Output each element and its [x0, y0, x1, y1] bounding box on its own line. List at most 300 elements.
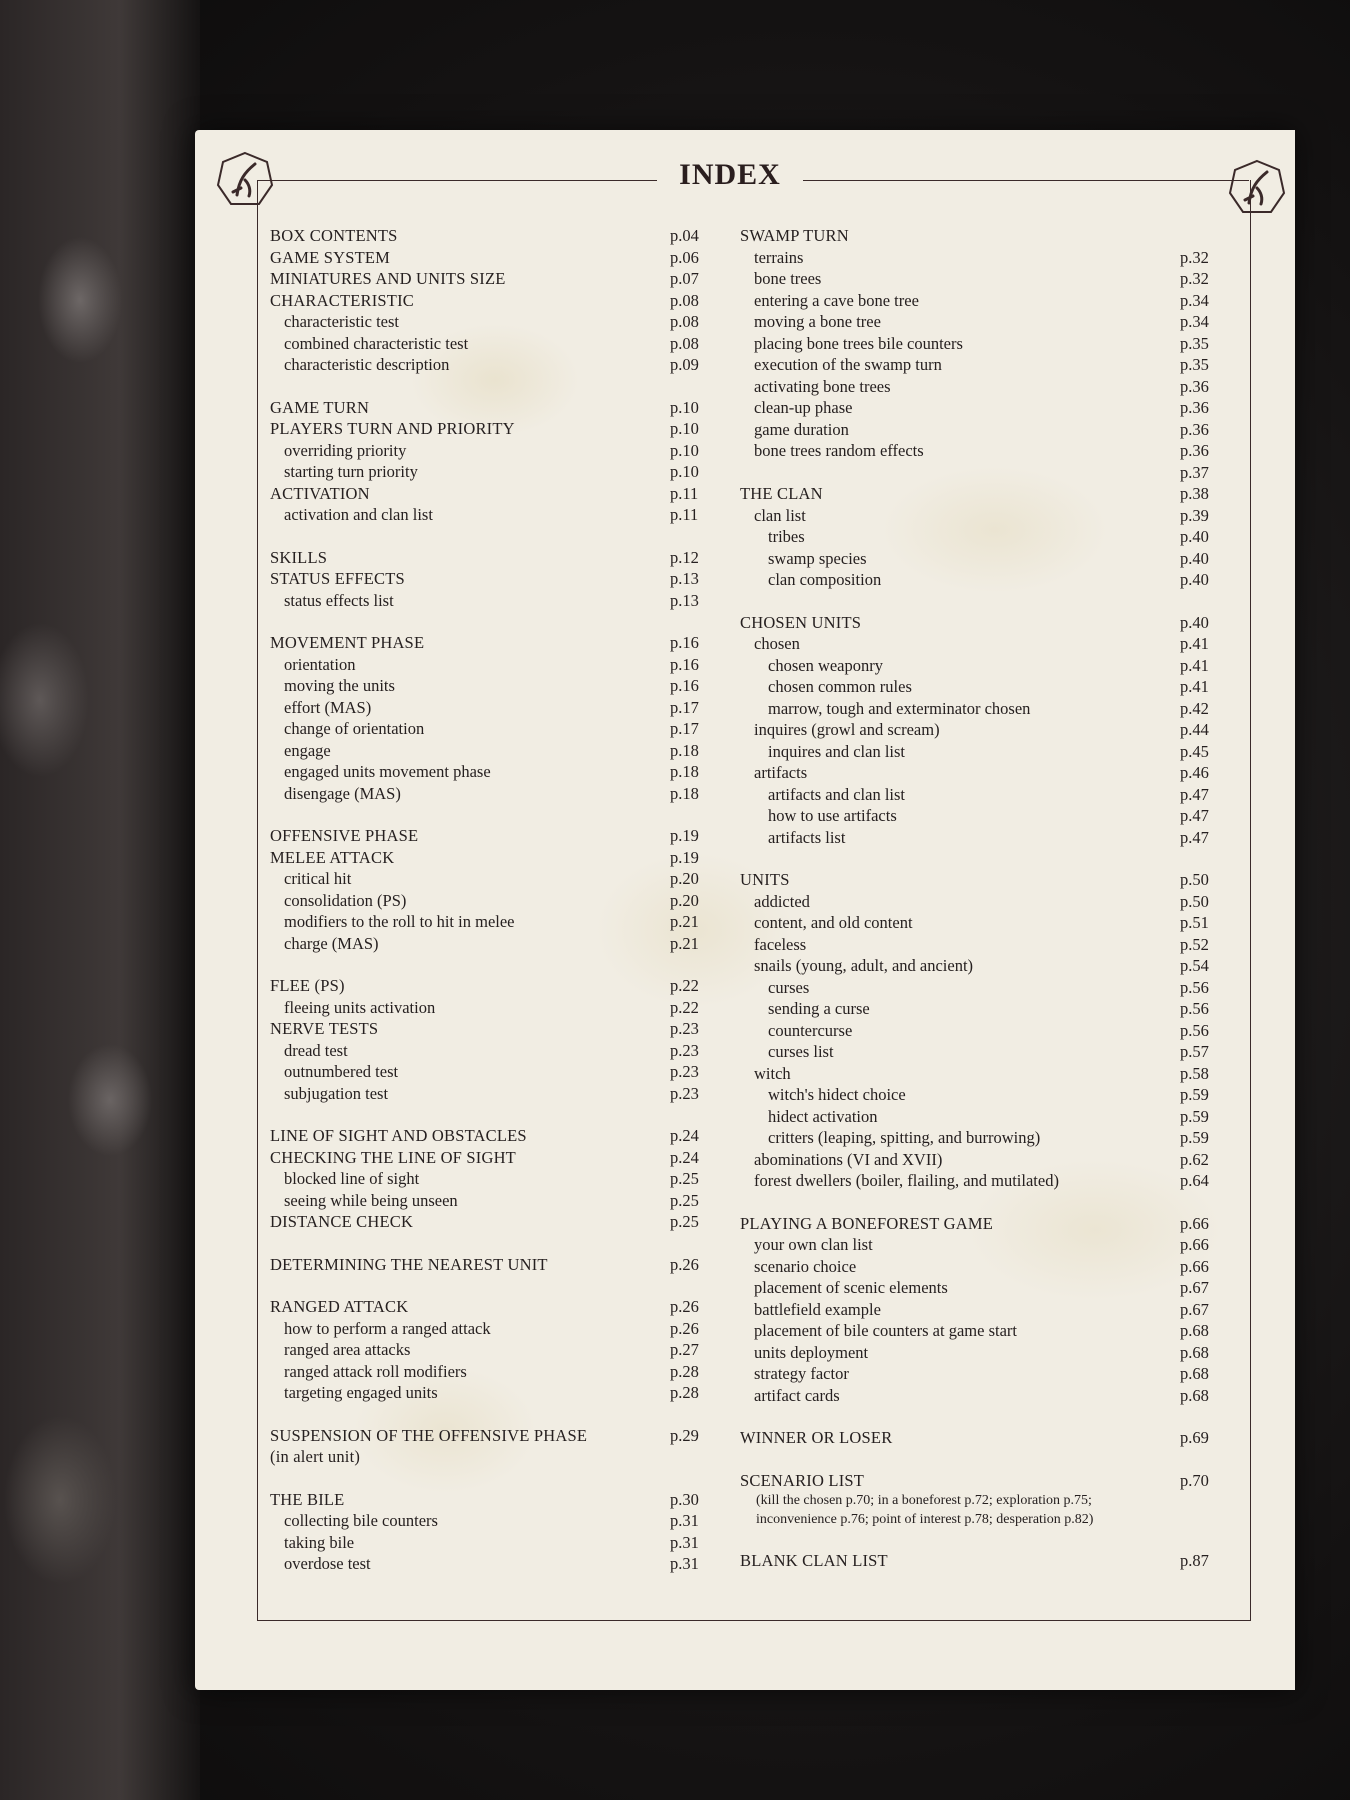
section-gap	[270, 1275, 710, 1296]
entry-subitem: strategy factor	[754, 1364, 849, 1383]
index-entry	[740, 676, 1220, 698]
entry-subitem: how to use artifacts	[768, 806, 897, 825]
page-number: p.35	[1180, 333, 1209, 353]
index-entry	[740, 440, 1220, 462]
index-page	[195, 130, 1295, 1690]
entry-heading: DISTANCE CHECK	[270, 1212, 414, 1231]
entry-subitem: chosen	[754, 634, 800, 653]
page-number: p.21	[670, 933, 699, 953]
entry-subitem: inquires and clan list	[768, 741, 906, 761]
page-number: p.26	[670, 1297, 699, 1316]
page-number: p.59	[1180, 1085, 1209, 1104]
index-entry	[270, 268, 710, 290]
section-gap	[270, 376, 710, 397]
page-number: p.45	[1180, 741, 1209, 761]
entry-subitem: chosen weaponry	[768, 655, 884, 675]
entry-heading: GAME TURN	[270, 397, 370, 417]
page-number: p.19	[670, 847, 699, 867]
index-entry	[740, 719, 1220, 741]
entry-subitem: addicted	[754, 891, 810, 911]
index-entry	[740, 1363, 1220, 1385]
entry-subitem: blocked line of sight	[284, 1169, 420, 1188]
index-entry	[740, 955, 1220, 977]
index-entry	[740, 1106, 1220, 1128]
index-entry	[270, 847, 710, 869]
entry-heading: OFFENSIVE PHASE	[270, 826, 419, 845]
entry-subitem: artifacts	[754, 763, 808, 782]
entry-subitem: your own clan list	[754, 1235, 873, 1254]
entry-subitem: placing bone trees bile counters	[754, 333, 963, 353]
page-number: p.34	[1180, 290, 1209, 310]
page-number: p.36	[1180, 441, 1209, 460]
page-number: p.39	[1180, 505, 1209, 525]
section-gap	[740, 1192, 1220, 1213]
index-entry	[270, 718, 710, 740]
page-number: p.32	[1180, 269, 1209, 288]
page-number: p.25	[670, 1190, 699, 1210]
index-entry	[740, 1213, 1220, 1235]
page-number: p.23	[670, 1019, 699, 1038]
entry-subitem: snails (young, adult, and ancient)	[754, 956, 974, 975]
index-entry	[270, 354, 710, 376]
index-entry	[740, 1127, 1220, 1149]
page-number: p.41	[1180, 677, 1209, 696]
page-number: p.40	[1180, 612, 1209, 632]
index-entry	[740, 1342, 1220, 1364]
page-number: p.11	[670, 505, 699, 524]
page-number: p.28	[670, 1383, 699, 1402]
entry-subitem: placement of bile counters at game start	[754, 1321, 1017, 1340]
entry-heading: DETERMINING THE NEAREST UNIT	[270, 1254, 548, 1274]
page-number: p.31	[670, 1554, 699, 1573]
page-number: p.08	[670, 312, 699, 331]
index-entry	[740, 1170, 1220, 1192]
page-number: p.51	[1180, 913, 1209, 932]
entry-subitem: engage	[284, 740, 331, 760]
section-gap	[740, 848, 1220, 869]
page-number: p.69	[1180, 1428, 1209, 1447]
index-entry	[270, 933, 710, 955]
entry-heading: (in alert unit)	[270, 1447, 361, 1466]
entry-heading: WINNER OR LOSER	[740, 1428, 893, 1447]
page-number: p.16	[670, 676, 699, 695]
index-entry	[270, 632, 710, 654]
index-entry	[740, 869, 1220, 891]
index-entry	[270, 483, 710, 505]
entry-subitem: inquires (growl and scream)	[754, 720, 940, 739]
page-number: p.34	[1180, 312, 1209, 331]
section-gap	[270, 1104, 710, 1125]
page-number: p.56	[1180, 999, 1209, 1018]
page-number: p.59	[1180, 1128, 1209, 1147]
page-number: p.10	[670, 397, 699, 417]
index-entry	[270, 740, 710, 762]
index-entry	[270, 225, 710, 247]
index-entry	[270, 911, 710, 933]
page-number: p.67	[1180, 1278, 1209, 1297]
page-number: p.13	[670, 590, 699, 610]
entry-subitem: outnumbered test	[284, 1062, 399, 1081]
page-number: p.58	[1180, 1063, 1209, 1083]
entry-subitem: consolidation (PS)	[284, 890, 407, 910]
page-number: p.31	[670, 1532, 699, 1552]
entry-subitem: moving the units	[284, 676, 395, 695]
scenario-sublist: (kill the chosen p.70; in a boneforest p.72; exploration p.75;	[756, 1493, 1092, 1508]
page-number: p.21	[670, 912, 699, 931]
page-number: p.54	[1180, 956, 1209, 975]
entry-subitem: placement of scenic elements	[754, 1278, 948, 1297]
index-entry	[740, 805, 1220, 827]
index-entry	[270, 1168, 710, 1190]
index-entry	[270, 1553, 710, 1575]
index-entry	[740, 1063, 1220, 1085]
index-entry	[740, 784, 1220, 806]
page-number: p.13	[670, 569, 699, 588]
entry-subitem: characteristic description	[284, 355, 450, 374]
entry-heading: STATUS EFFECTS	[270, 569, 405, 588]
entry-heading: SUSPENSION OF THE OFFENSIVE PHASE	[270, 1425, 588, 1445]
index-entry	[740, 1149, 1220, 1171]
entry-subitem: ranged area attacks	[284, 1340, 411, 1359]
index-entry	[740, 1320, 1220, 1342]
entry-subitem: swamp species	[768, 548, 867, 568]
entry-subitem: disengage (MAS)	[284, 783, 401, 803]
entry-subitem: clan composition	[768, 570, 882, 589]
page-number: p.10	[670, 462, 699, 481]
index-entry	[740, 612, 1220, 634]
entry-subitem: seeing while being unseen	[284, 1190, 458, 1210]
page-number: p.44	[1180, 720, 1209, 739]
page-number: p.56	[1180, 977, 1209, 997]
entry-subitem: units deployment	[754, 1342, 869, 1362]
entry-subitem: scenario choice	[754, 1256, 857, 1276]
entry-subitem: witch	[754, 1063, 791, 1083]
index-entry	[270, 868, 710, 890]
entry-subitem: how to perform a ranged attack	[284, 1318, 491, 1338]
index-column-right	[740, 225, 1220, 1572]
index-entry	[740, 977, 1220, 999]
page-number: p.87	[1180, 1551, 1209, 1570]
entry-heading: ACTIVATION	[270, 483, 370, 503]
index-entry	[740, 225, 1220, 247]
page-number: p.31	[670, 1511, 699, 1530]
index-entry	[270, 1147, 710, 1169]
index-entry	[270, 333, 710, 355]
index-entry	[270, 1339, 710, 1361]
index-entry	[740, 354, 1220, 376]
page-number: p.25	[670, 1169, 699, 1188]
page-number: p.22	[670, 976, 699, 995]
entry-heading: CHOSEN UNITS	[740, 612, 862, 632]
index-entry	[270, 311, 710, 333]
page-number: p.16	[670, 654, 699, 674]
page-number: p.06	[670, 247, 699, 267]
page-number: p.40	[1180, 570, 1209, 589]
scenario-sublist: inconvenience p.76; point of interest p.78; desperation p.82)	[756, 1512, 1094, 1527]
index-entry	[270, 1190, 710, 1212]
index-entry	[270, 1125, 710, 1147]
index-entry	[270, 461, 710, 483]
entry-subitem: activating bone trees	[754, 376, 891, 396]
index-entry	[740, 376, 1220, 398]
page-number: p.26	[670, 1254, 699, 1274]
section-gap	[740, 591, 1220, 612]
section-gap	[740, 1406, 1220, 1427]
page-number: p.10	[670, 440, 699, 460]
page-number: p.17	[670, 697, 699, 717]
entry-subitem: combined characteristic test	[284, 333, 469, 353]
entry-subitem: faceless	[754, 934, 807, 954]
index-entry	[270, 1446, 710, 1468]
entry-subitem: content, and old content	[754, 913, 913, 932]
page-number: p.11	[670, 483, 699, 503]
page-number: p.41	[1180, 634, 1209, 653]
index-entry	[270, 890, 710, 912]
index-entry	[740, 419, 1220, 441]
index-entry	[270, 1510, 710, 1532]
entry-subitem: effort (MAS)	[284, 697, 372, 717]
page-number: p.16	[670, 633, 699, 652]
entry-subitem: activation and clan list	[284, 505, 433, 524]
page-number: p.37	[1180, 462, 1209, 482]
index-entry	[740, 1427, 1220, 1449]
page-number: p.12	[670, 547, 699, 567]
index-entry	[270, 1211, 710, 1233]
page-number: p.68	[1180, 1364, 1209, 1383]
page-number: p.25	[670, 1212, 699, 1231]
entry-subitem: change of orientation	[284, 719, 425, 738]
index-entry	[270, 783, 710, 805]
page-number: p.64	[1180, 1171, 1209, 1190]
index-entry	[270, 697, 710, 719]
index-entry	[270, 1489, 710, 1511]
index-entry	[740, 483, 1220, 505]
entry-subitem: orientation	[284, 654, 356, 674]
entry-subitem: fleeing units activation	[284, 997, 436, 1017]
entry-subitem: terrains	[754, 247, 804, 267]
page-number: p.40	[1180, 548, 1209, 568]
index-entry	[270, 290, 710, 312]
index-entry	[740, 462, 1220, 484]
index-entry	[270, 975, 710, 997]
page-number: p.20	[670, 869, 699, 888]
entry-subitem: modifiers to the roll to hit in melee	[284, 912, 515, 931]
page-number: p.42	[1180, 698, 1209, 718]
index-entry	[270, 1040, 710, 1062]
page-number: p.24	[670, 1147, 699, 1167]
entry-subitem: forest dwellers (boiler, flailing, and mutilated)	[754, 1171, 1059, 1190]
index-entry	[740, 1277, 1220, 1299]
page-number: p.23	[670, 1062, 699, 1081]
entry-subitem: chosen common rules	[768, 677, 912, 696]
section-gap	[270, 804, 710, 825]
page-number: p.50	[1180, 891, 1209, 911]
index-entry	[270, 1061, 710, 1083]
entry-subitem: witch's hidect choice	[768, 1085, 906, 1104]
page-number: p.18	[670, 783, 699, 803]
page-number: p.68	[1180, 1321, 1209, 1340]
index-entry	[740, 1550, 1220, 1572]
entry-subitem: countercurse	[768, 1020, 853, 1040]
entry-subitem: tribes	[768, 527, 805, 546]
index-entry	[740, 526, 1220, 548]
index-entry	[740, 548, 1220, 570]
entry-heading: GAME SYSTEM	[270, 247, 391, 267]
index-entry	[270, 247, 710, 269]
page-number: p.70	[1180, 1470, 1209, 1490]
page-number: p.08	[670, 333, 699, 353]
page-number: p.28	[670, 1361, 699, 1381]
page-number: p.36	[1180, 376, 1209, 396]
entry-heading: THE BILE	[270, 1489, 345, 1509]
page-number: p.18	[670, 762, 699, 781]
page-title: INDEX	[679, 158, 781, 191]
index-entry	[740, 827, 1220, 849]
section-gap	[740, 1529, 1220, 1550]
index-entry	[740, 1041, 1220, 1063]
entry-subitem: clan list	[754, 505, 806, 525]
entry-subitem: dread test	[284, 1040, 348, 1060]
index-entry	[270, 675, 710, 697]
entry-subitem: abominations (VI and XVII)	[754, 1149, 943, 1169]
entry-subitem: execution of the swamp turn	[754, 355, 942, 374]
index-entry	[740, 1470, 1220, 1492]
index-entry	[270, 418, 710, 440]
section-gap	[270, 1404, 710, 1425]
page-number: p.47	[1180, 784, 1209, 804]
entry-heading: LINE OF SIGHT AND OBSTACLES	[270, 1126, 527, 1145]
index-entry	[740, 268, 1220, 290]
index-entry	[270, 761, 710, 783]
entry-heading: THE CLAN	[740, 484, 823, 503]
index-entry	[740, 1234, 1220, 1256]
entry-subitem: bone trees	[754, 269, 822, 288]
page-number: p.22	[670, 997, 699, 1017]
index-entry	[740, 397, 1220, 419]
entry-heading: PLAYERS TURN AND PRIORITY	[270, 419, 515, 438]
page-number: p.20	[670, 890, 699, 910]
page-number: p.27	[670, 1340, 699, 1359]
entry-subitem: characteristic test	[284, 312, 399, 331]
index-entry	[270, 825, 710, 847]
entry-heading: MINIATURES AND UNITS SIZE	[270, 269, 506, 288]
page-number: p.08	[670, 290, 699, 310]
entry-heading: MELEE ATTACK	[270, 847, 395, 867]
page-number: p.26	[670, 1318, 699, 1338]
index-entry	[740, 998, 1220, 1020]
entry-heading: CHECKING THE LINE OF SIGHT	[270, 1147, 516, 1167]
entry-subitem: artifacts list	[768, 827, 846, 847]
entry-subitem: critical hit	[284, 869, 352, 888]
page-number: p.30	[670, 1489, 699, 1509]
page-number: p.04	[670, 226, 699, 245]
entry-heading: BLANK CLAN LIST	[740, 1551, 888, 1570]
entry-subitem: starting turn priority	[284, 462, 418, 481]
page-number: p.18	[670, 740, 699, 760]
entry-heading: SKILLS	[270, 547, 328, 567]
page-number: p.36	[1180, 419, 1209, 439]
section-gap	[270, 954, 710, 975]
entry-subitem: battlefield example	[754, 1299, 881, 1319]
page-number: p.29	[670, 1425, 699, 1445]
page-number: p.56	[1180, 1020, 1209, 1040]
page-number: p.68	[1180, 1342, 1209, 1362]
entry-subitem: overriding priority	[284, 440, 407, 460]
index-entry	[270, 590, 710, 612]
page-number: p.59	[1180, 1106, 1209, 1126]
index-entry	[740, 741, 1220, 763]
entry-heading: PLAYING A BONEFOREST GAME	[740, 1213, 993, 1233]
entry-subitem: collecting bile counters	[284, 1511, 438, 1530]
entry-heading: MOVEMENT PHASE	[270, 633, 425, 652]
index-entry	[740, 633, 1220, 655]
section-gap	[270, 611, 710, 632]
entry-subitem: engaged units movement phase	[284, 762, 491, 781]
entry-subitem: curses	[768, 977, 810, 997]
index-entry	[270, 568, 710, 590]
page-number: p.62	[1180, 1149, 1209, 1169]
index-entry	[270, 440, 710, 462]
page-number: p.41	[1180, 655, 1209, 675]
page-number: p.17	[670, 719, 699, 738]
page-number: p.67	[1180, 1299, 1209, 1319]
page-number: p.47	[1180, 806, 1209, 825]
page-number: p.66	[1180, 1256, 1209, 1276]
entry-heading: CHARACTERISTIC	[270, 290, 414, 310]
page-number: p.68	[1180, 1385, 1209, 1405]
entry-subitem: status effects list	[284, 590, 394, 610]
index-entry	[270, 397, 710, 419]
page-number: p.24	[670, 1126, 699, 1145]
section-gap	[270, 1468, 710, 1489]
entry-subitem: ranged attack roll modifiers	[284, 1361, 467, 1381]
entry-heading: NERVE TESTS	[270, 1019, 379, 1038]
index-entry	[740, 1020, 1220, 1042]
index-entry	[740, 333, 1220, 355]
entry-subitem: taking bile	[284, 1532, 355, 1552]
page-number: p.38	[1180, 484, 1209, 503]
page-number: p.07	[670, 269, 699, 288]
section-gap	[270, 526, 710, 547]
index-entry	[270, 997, 710, 1019]
entry-subitem: game duration	[754, 419, 849, 439]
index-entry	[270, 654, 710, 676]
entry-heading: RANGED ATTACK	[270, 1297, 409, 1316]
entry-subitem: moving a bone tree	[754, 312, 881, 331]
page-number: p.35	[1180, 355, 1209, 374]
entry-heading: SCENARIO LIST	[740, 1470, 865, 1490]
entry-subitem: sending a curse	[768, 999, 870, 1018]
entry-subitem: targeting engaged units	[284, 1383, 438, 1402]
entry-heading: UNITS	[740, 870, 790, 889]
index-entry	[740, 1256, 1220, 1278]
index-entry	[740, 762, 1220, 784]
entry-subitem: critters (leaping, spitting, and burrowing)	[768, 1128, 1041, 1147]
entry-subitem: marrow, tough and exterminator chosen	[768, 698, 1031, 718]
index-entry	[740, 311, 1220, 333]
entry-subitem: entering a cave bone tree	[754, 290, 919, 310]
entry-heading: BOX CONTENTS	[270, 226, 398, 245]
page-number: p.66	[1180, 1235, 1209, 1254]
index-entry	[270, 1532, 710, 1554]
entry-subitem: clean-up phase	[754, 398, 853, 417]
entry-subitem: overdose test	[284, 1554, 371, 1573]
index-entry	[270, 504, 710, 526]
page-number: p.32	[1180, 247, 1209, 267]
page-number: p.46	[1180, 763, 1209, 782]
index-entry	[270, 1425, 710, 1447]
entry-subitem: curses list	[768, 1042, 834, 1061]
